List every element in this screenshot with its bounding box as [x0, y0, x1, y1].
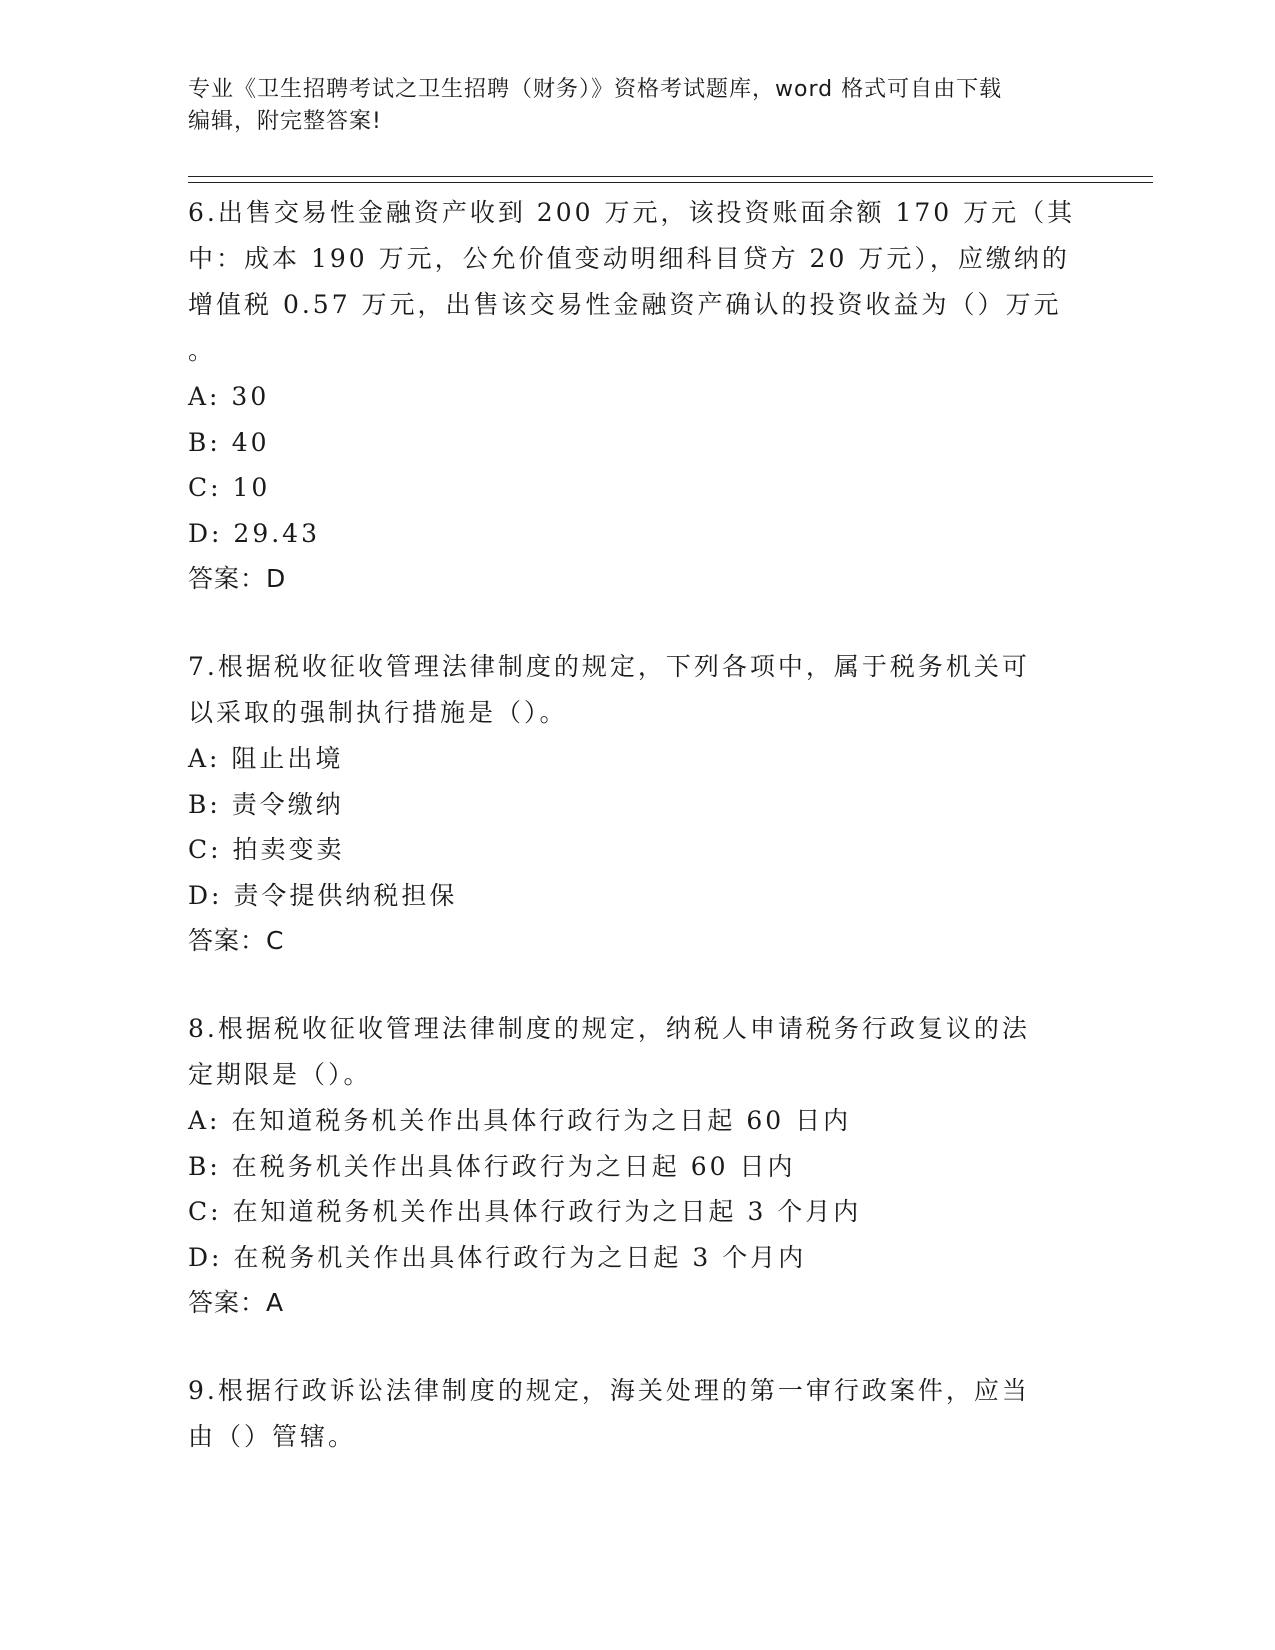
question-6-option-b: B: 40 — [188, 427, 270, 457]
question-6 — [188, 190, 1088, 602]
spacer — [188, 602, 1088, 644]
question-9-line-1: 9.根据行政诉讼法律制度的规定，海关处理的第一审行政案件，应当 — [188, 1376, 1030, 1405]
question-8-line-1: 8.根据税收征收管理法律制度的规定，纳税人申请税务行政复议的法 — [188, 1014, 1030, 1043]
spacer — [188, 964, 1088, 1006]
question-6-line-2: 中：成本 190 万元，公允价值变动明细科目贷方 20 万元），应缴纳的 — [188, 244, 1070, 273]
question-6-option-c: C: 10 — [188, 473, 271, 502]
question-7-option-a: A: 阻止出境 — [188, 744, 344, 773]
question-8-option-c: C: 在知道税务机关作出具体行政行为之日起 3 个月内 — [188, 1197, 862, 1226]
question-list — [188, 190, 1088, 1460]
question-6-option-d: D: 29.43 — [188, 518, 320, 548]
question-7-line-2: 以采取的强制执行措施是（）。 — [188, 698, 568, 727]
question-6-answer: 答案：D — [188, 564, 287, 593]
header-line-2: 编辑，附完整答案! — [188, 109, 382, 134]
question-7-option-c: C: 拍卖变卖 — [188, 835, 345, 864]
question-9-line-2: 由（）管辖。 — [188, 1422, 357, 1451]
question-8-answer: 答案：A — [188, 1288, 285, 1317]
question-6-line-1: 6.出售交易性金融资产收到 200 万元，该投资账面余额 170 万元（其 — [188, 198, 1076, 227]
question-8-option-a: A: 在知道税务机关作出具体行政行为之日起 60 日内 — [188, 1106, 852, 1135]
question-8-option-d: D: 在税务机关作出具体行政行为之日起 3 个月内 — [188, 1242, 807, 1272]
question-8 — [188, 1006, 1088, 1326]
question-7-option-b: B: 责令缴纳 — [188, 789, 344, 819]
question-6-line-4: 。 — [188, 336, 217, 365]
spacer — [188, 1326, 1088, 1368]
header-divider-top — [188, 176, 1153, 177]
question-7-answer: 答案：C — [188, 926, 285, 955]
question-6-line-3: 增值税 0.57 万元，出售该交易性金融资产确认的投资收益为（）万元 — [188, 290, 1062, 319]
header-divider-bottom — [188, 182, 1153, 183]
question-7-line-1: 7.根据税收征收管理法律制度的规定，下列各项中，属于税务机关可 — [188, 652, 1030, 681]
document-header — [188, 74, 1068, 138]
question-7-option-d: D: 责令提供纳税担保 — [188, 880, 458, 910]
question-8-option-b: B: 在税务机关作出具体行政行为之日起 60 日内 — [188, 1151, 796, 1181]
question-6-option-a: A: 30 — [188, 382, 270, 411]
question-9 — [188, 1368, 1088, 1460]
question-7 — [188, 644, 1088, 964]
question-8-line-2: 定期限是（）。 — [188, 1060, 372, 1089]
header-line-1: 专业《卫生招聘考试之卫生招聘（财务）》资格考试题库，word 格式可自由下载 — [188, 77, 1003, 102]
